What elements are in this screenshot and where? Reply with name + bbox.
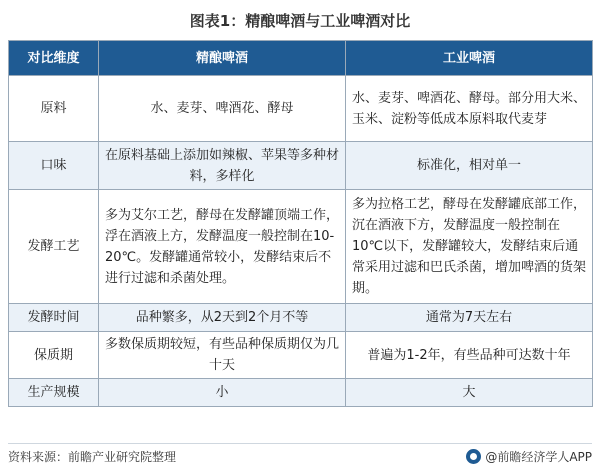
brand-text: @前瞻经济学人APP — [485, 449, 592, 464]
footer — [8, 444, 592, 468]
source-note: 资料来源：前瞻产业研究院整理 — [8, 449, 177, 464]
row-industrial-value: 普遍为1-2年，有些品种可达数十年 — [346, 332, 593, 379]
table-row — [9, 142, 593, 190]
row-industrial-value: 标准化，相对单一 — [346, 142, 593, 190]
table-header-row — [9, 41, 593, 76]
row-craft-value: 多数保质期较短，有些品种保质期仅为几十天 — [99, 332, 346, 379]
table-row — [9, 332, 593, 379]
row-industrial-value: 大 — [346, 379, 593, 407]
row-dimension: 生产规模 — [9, 379, 99, 407]
header-industrial-beer: 工业啤酒 — [346, 41, 593, 76]
comparison-table — [8, 40, 593, 407]
row-dimension: 保质期 — [9, 332, 99, 379]
row-dimension: 口味 — [9, 142, 99, 190]
row-industrial-value: 水、麦芽、啤酒花、酵母。部分用大米、玉米、淀粉等低成本原料取代麦芽 — [346, 76, 593, 142]
row-dimension: 发酵工艺 — [9, 190, 99, 304]
row-industrial-value: 通常为7天左右 — [346, 304, 593, 332]
row-dimension: 发酵时间 — [9, 304, 99, 332]
table-row — [9, 304, 593, 332]
row-craft-value: 品种繁多，从2天到2个月不等 — [99, 304, 346, 332]
table-row — [9, 379, 593, 407]
table-row — [9, 190, 593, 304]
row-craft-value: 水、麦芽、啤酒花、酵母 — [99, 76, 346, 142]
row-industrial-value: 多为拉格工艺，酵母在发酵罐底部工作，沉在酒液下方，发酵温度一般控制在10℃以下，发酵罐较大，发酵结束后通常采用过滤和巴氏杀菌，增加啤酒的货架期。 — [346, 190, 593, 304]
header-craft-beer: 精酿啤酒 — [99, 41, 346, 76]
chart-title: 图表1：精酿啤酒与工业啤酒对比 — [189, 11, 411, 30]
header-dimension: 对比维度 — [9, 41, 99, 76]
brand-logo-icon — [466, 449, 481, 464]
row-craft-value: 小 — [99, 379, 346, 407]
table-row — [9, 76, 593, 142]
row-craft-value: 多为艾尔工艺，酵母在发酵罐顶端工作，浮在酒液上方，发酵温度一般控制在10-20℃。发酵罐通常较小，发酵结束后不进行过滤和杀菌处理。 — [99, 190, 346, 304]
row-dimension: 原料 — [9, 76, 99, 142]
brand-credit — [466, 448, 592, 465]
row-craft-value: 在原料基础上添加如辣椒、苹果等多种材料，多样化 — [99, 142, 346, 190]
